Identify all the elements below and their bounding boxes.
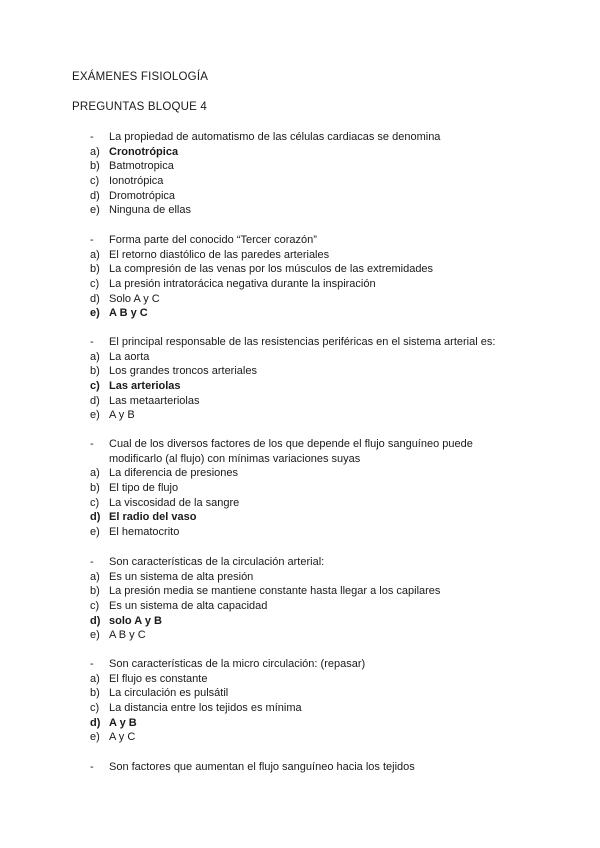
question-2 xyxy=(90,233,510,321)
option-e: e) A y B xyxy=(90,409,135,422)
option-b: b) El tipo de flujo xyxy=(90,482,179,495)
option-a: a) La diferencia de presiones xyxy=(90,467,239,480)
section-title: PREGUNTAS BLOQUE 4 xyxy=(72,101,208,113)
option-d: d) Las metaarteriolas xyxy=(90,394,200,407)
option-a: a) Es un sistema de alta presión xyxy=(90,570,254,583)
option-a: a) La aorta xyxy=(90,350,150,363)
question-6 xyxy=(90,657,510,745)
doc-title: EXÁMENES FISIOLOGÍA xyxy=(72,71,209,83)
question-stem: - Son factores que aumentan el flujo sanguíneo hacia los tejidos xyxy=(90,761,415,773)
question-4 xyxy=(90,437,510,540)
question-5 xyxy=(90,555,510,643)
option-c: c) Ionotrópica xyxy=(90,175,164,188)
question-3 xyxy=(90,335,510,423)
question-stem: - Son características de la circulación arterial: xyxy=(90,556,325,568)
option-a: a) El flujo es constante xyxy=(90,672,208,685)
option-b: b) Batmotropica xyxy=(90,160,174,173)
option-a: a) Cronotrópica xyxy=(90,145,179,158)
option-a: a) El retorno diastólico de las paredes arteriales xyxy=(90,248,330,261)
option-d: d) solo A y B xyxy=(90,614,162,627)
option-b: b) Los grandes troncos arteriales xyxy=(90,365,257,378)
option-e: e) A B y C xyxy=(90,629,146,642)
option-d: d) Dromotrópica xyxy=(90,189,176,202)
option-c: c) Las arteriolas xyxy=(90,380,181,393)
option-b: b) La circulación es pulsátil xyxy=(90,687,229,700)
option-c: c) La viscosidad de la sangre xyxy=(90,496,240,509)
option-e: e) El hematocrito xyxy=(90,526,180,539)
option-c: c) La presión intratorácica negativa durante la inspiración xyxy=(90,278,376,291)
question-stem-continued: modificarlo (al flujo) con mínimas variaciones suyas xyxy=(109,452,361,465)
question-stem: - Forma parte del conocido “Tercer corazón” xyxy=(90,234,317,246)
question-stem: - El principal responsable de las resistencias periféricas en el sistema arterial es: xyxy=(90,336,496,348)
question-7 xyxy=(90,760,510,775)
option-d: d) Solo A y C xyxy=(90,292,160,305)
option-e: e) A B y C xyxy=(90,307,148,320)
option-c: c) La distancia entre los tejidos es mínima xyxy=(90,702,302,715)
question-stem: - Son características de la micro circulación: (repasar) xyxy=(90,658,366,670)
option-e: e) Ninguna de ellas xyxy=(90,204,191,217)
option-d: d) El radio del vaso xyxy=(90,511,197,524)
option-d: d) A y B xyxy=(90,716,137,729)
question-1 xyxy=(90,130,510,218)
question-stem: - La propiedad de automatismo de las células cardiacas se denomina xyxy=(90,131,441,143)
option-c: c) Es un sistema de alta capacidad xyxy=(90,600,268,613)
question-stem: - Cual de los diversos factores de los que depende el flujo sanguíneo puede xyxy=(90,438,473,450)
option-e: e) A y C xyxy=(90,731,136,744)
option-b: b) La presión media se mantiene constante hasta llegar a los capilares xyxy=(90,585,441,598)
option-b: b) La compresión de las venas por los músculos de las extremidades xyxy=(90,263,434,276)
